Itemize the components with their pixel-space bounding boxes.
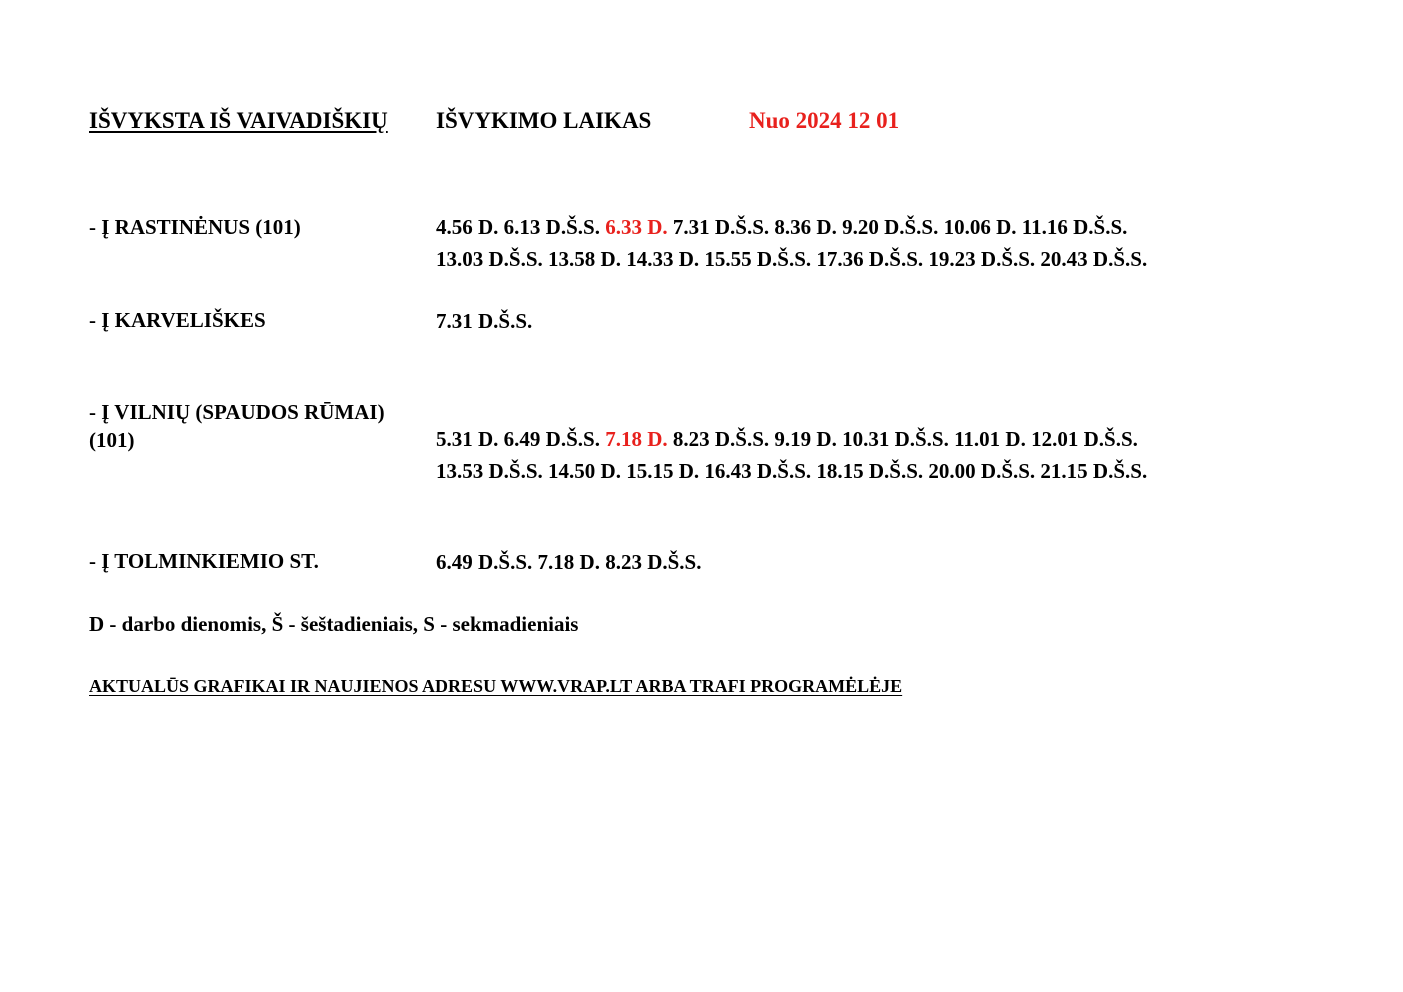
route-name-karveliskes: - Į KARVELIŠKES — [89, 308, 266, 332]
time-entry: 8.23 D.Š.S. 9.19 D. 10.31 D.Š.S. 11.01 D. 12.01 D.Š.S. — [667, 427, 1138, 451]
times-line — [436, 211, 1147, 243]
route-name-vilnius — [89, 398, 385, 454]
route-times-vilnius — [436, 423, 1147, 487]
route-times-karveliskes — [436, 305, 532, 337]
times-line — [436, 546, 701, 578]
route-times-rastinenai — [436, 211, 1147, 275]
footer-link-text: AKTUALŪS GRAFIKAI IR NAUJIENOS ADRESU WWW.VRAP.LT ARBA TRAFI PROGRAMĖLĖJE — [89, 676, 903, 696]
times-line — [436, 243, 1147, 275]
route-name-tolminkiemio: - Į TOLMINKIEMIO ST. — [89, 549, 319, 573]
time-entry: 13.53 D.Š.S. 14.50 D. 15.15 D. 16.43 D.Š.S. 18.15 D.Š.S. 20.00 D.Š.S. 21.15 D.Š.S. — [436, 459, 1148, 483]
times-line — [436, 423, 1147, 455]
times-line — [436, 455, 1147, 487]
departure-title: IŠVYKSTA IŠ VAIVADIŠKIŲ — [89, 108, 388, 133]
legend-text: D - darbo dienomis, Š - šeštadieniais, S - sekmadieniais — [89, 612, 579, 636]
time-entry: 6.49 D.Š.S. 7.18 D. 8.23 D.Š.S. — [436, 550, 702, 574]
route-name-rastinenai: - Į RASTINĖNUS (101) — [89, 215, 301, 239]
valid-from-date: Nuo 2024 12 01 — [749, 108, 900, 133]
route-name-line: - Į VILNIŲ (SPAUDOS RŪMAI) — [89, 400, 385, 424]
route-times-tolminkiemio — [436, 546, 701, 578]
route-name-line: (101) — [89, 428, 135, 452]
departure-time-title: IŠVYKIMO LAIKAS — [436, 108, 652, 133]
time-entry: 4.56 D. 6.13 D.Š.S. — [436, 215, 606, 239]
time-entry: 7.31 D.Š.S. 8.36 D. 9.20 D.Š.S. 10.06 D. 11.16 D.Š.S. — [667, 215, 1128, 239]
times-line — [436, 305, 532, 337]
time-entry: 7.31 D.Š.S. — [436, 309, 533, 333]
time-entry-highlighted: 6.33 D. — [605, 215, 668, 239]
time-entry-highlighted: 7.18 D. — [605, 427, 668, 451]
time-entry: 13.03 D.Š.S. 13.58 D. 14.33 D. 15.55 D.Š.S. 17.36 D.Š.S. 19.23 D.Š.S. 20.43 D.Š.S. — [436, 247, 1148, 271]
time-entry: 5.31 D. 6.49 D.Š.S. — [436, 427, 606, 451]
